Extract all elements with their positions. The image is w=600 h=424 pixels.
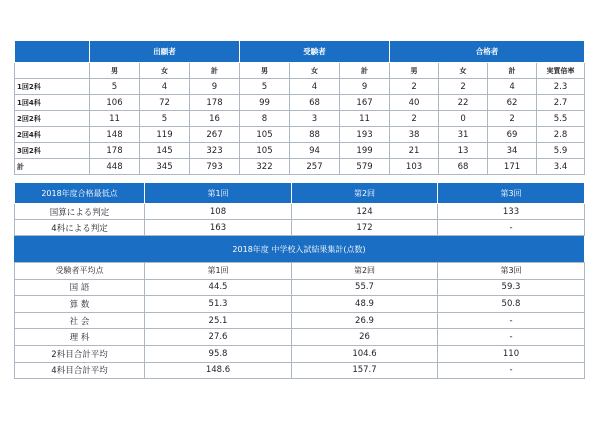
value-cell: 178 [90, 143, 140, 159]
row-label: 2科目合計平均 [15, 345, 145, 362]
subheader-cell: 計 [340, 63, 390, 79]
value-cell: 322 [240, 159, 290, 175]
value-cell: 26 [292, 329, 438, 346]
value-cell: 0 [439, 111, 488, 127]
value-cell: 2 [390, 79, 439, 95]
value-cell: 163 [145, 220, 292, 236]
value-cell: 167 [340, 95, 390, 111]
row-label: 2回2科 [15, 111, 90, 127]
cutoff-scores-body [15, 204, 585, 236]
value-cell: 68 [439, 159, 488, 175]
subheader-cell: 女 [140, 63, 190, 79]
value-cell: 171 [488, 159, 537, 175]
value-cell: 106 [90, 95, 140, 111]
average-scores-body [15, 279, 585, 379]
value-cell: 267 [190, 127, 240, 143]
value-cell: 103 [390, 159, 439, 175]
value-cell: 105 [240, 127, 290, 143]
average-round-header: 第3回 [438, 263, 585, 280]
value-cell: 178 [190, 95, 240, 111]
value-cell: 5 [140, 111, 190, 127]
row-label: 3回2科 [15, 143, 90, 159]
value-cell: 8 [240, 111, 290, 127]
value-cell: 50.8 [438, 296, 585, 313]
average-round-header: 第1回 [145, 263, 292, 280]
value-cell: 105 [240, 143, 290, 159]
average-row [15, 312, 585, 329]
results-row [15, 79, 585, 95]
value-cell: 2.8 [537, 127, 585, 143]
subheader-cell: 女 [439, 63, 488, 79]
value-cell: 25.1 [145, 312, 292, 329]
value-cell: 145 [140, 143, 190, 159]
exam-results-body [15, 79, 585, 175]
value-cell: 9 [190, 79, 240, 95]
value-cell: 157.7 [292, 362, 438, 379]
value-cell: 99 [240, 95, 290, 111]
row-label: 国 語 [15, 279, 145, 296]
value-cell: 59.3 [438, 279, 585, 296]
value-cell: 48.9 [292, 296, 438, 313]
value-cell: 38 [390, 127, 439, 143]
value-cell: 3.4 [537, 159, 585, 175]
value-cell: 5 [90, 79, 140, 95]
value-cell: 16 [190, 111, 240, 127]
row-label: 4科による判定 [15, 220, 145, 236]
row-label: 1回2科 [15, 79, 90, 95]
average-row [15, 345, 585, 362]
value-cell: 68 [290, 95, 340, 111]
value-cell: 148 [90, 127, 140, 143]
average-scores-table [14, 262, 585, 379]
value-cell: 199 [340, 143, 390, 159]
row-label: 社 会 [15, 312, 145, 329]
value-cell: 2 [439, 79, 488, 95]
average-round-header: 第2回 [292, 263, 438, 280]
value-cell: 13 [439, 143, 488, 159]
value-cell: 104.6 [292, 345, 438, 362]
subheader-cell: 男 [390, 63, 439, 79]
cutoff-row [15, 220, 585, 236]
value-cell: 69 [488, 127, 537, 143]
row-label: 計 [15, 159, 90, 175]
row-label: 理 科 [15, 329, 145, 346]
subheader-cell: 女 [290, 63, 340, 79]
value-cell: 4 [488, 79, 537, 95]
group-header-applicants: 出願者 [90, 41, 240, 63]
value-cell: 793 [190, 159, 240, 175]
value-cell: 133 [438, 204, 585, 220]
value-cell: 11 [90, 111, 140, 127]
average-header-label: 受験者平均点 [15, 263, 145, 280]
row-label: 4科目合計平均 [15, 362, 145, 379]
subheader-blank [15, 63, 90, 79]
value-cell: 4 [140, 79, 190, 95]
cutoff-round-header: 第2回 [292, 183, 438, 204]
value-cell: 22 [439, 95, 488, 111]
value-cell: 119 [140, 127, 190, 143]
value-cell: 9 [340, 79, 390, 95]
value-cell: 55.7 [292, 279, 438, 296]
row-label: 1回4科 [15, 95, 90, 111]
average-row [15, 329, 585, 346]
value-cell: 2 [390, 111, 439, 127]
value-cell: 40 [390, 95, 439, 111]
subheader-cell: 男 [240, 63, 290, 79]
value-cell: 124 [292, 204, 438, 220]
cutoff-round-header: 第3回 [438, 183, 585, 204]
cutoff-round-header: 第1回 [145, 183, 292, 204]
value-cell: 4 [290, 79, 340, 95]
value-cell: 44.5 [145, 279, 292, 296]
value-cell: 51.3 [145, 296, 292, 313]
value-cell: 5.9 [537, 143, 585, 159]
value-cell: 193 [340, 127, 390, 143]
value-cell: 62 [488, 95, 537, 111]
value-cell: 27.6 [145, 329, 292, 346]
value-cell: 110 [438, 345, 585, 362]
summary-title-banner: 2018年度 中学校入試結果集計(点数) [14, 236, 584, 262]
cutoff-row [15, 204, 585, 220]
value-cell: 11 [340, 111, 390, 127]
value-cell: 95.8 [145, 345, 292, 362]
cutoff-scores-table [14, 182, 585, 236]
value-cell: 2.3 [537, 79, 585, 95]
value-cell: - [438, 329, 585, 346]
value-cell: 21 [390, 143, 439, 159]
average-row [15, 296, 585, 313]
group-header-passers: 合格者 [390, 41, 585, 63]
value-cell: 579 [340, 159, 390, 175]
value-cell: 345 [140, 159, 190, 175]
value-cell: 2 [488, 111, 537, 127]
value-cell: 5 [240, 79, 290, 95]
value-cell: 72 [140, 95, 190, 111]
results-row [15, 143, 585, 159]
row-label: 2回4科 [15, 127, 90, 143]
value-cell: 94 [290, 143, 340, 159]
row-label: 算 数 [15, 296, 145, 313]
subheader-cell: 実質倍率 [537, 63, 585, 79]
value-cell: 172 [292, 220, 438, 236]
cutoff-title: 2018年度合格最低点 [15, 183, 145, 204]
value-cell: 5.5 [537, 111, 585, 127]
value-cell: - [438, 362, 585, 379]
value-cell: 148.6 [145, 362, 292, 379]
value-cell: 3 [290, 111, 340, 127]
subheader-cell: 計 [488, 63, 537, 79]
value-cell: 26.9 [292, 312, 438, 329]
subheader-cell: 計 [190, 63, 240, 79]
group-header-examinees: 受験者 [240, 41, 390, 63]
value-cell: - [438, 312, 585, 329]
results-row [15, 111, 585, 127]
average-row [15, 279, 585, 296]
corner-cell [15, 41, 90, 63]
value-cell: 88 [290, 127, 340, 143]
value-cell: - [438, 220, 585, 236]
average-row [15, 362, 585, 379]
results-row [15, 127, 585, 143]
value-cell: 2.7 [537, 95, 585, 111]
row-label: 国算による判定 [15, 204, 145, 220]
results-row [15, 95, 585, 111]
value-cell: 448 [90, 159, 140, 175]
subheader-cell: 男 [90, 63, 140, 79]
value-cell: 31 [439, 127, 488, 143]
value-cell: 34 [488, 143, 537, 159]
value-cell: 108 [145, 204, 292, 220]
value-cell: 323 [190, 143, 240, 159]
value-cell: 257 [290, 159, 340, 175]
exam-results-table [14, 40, 585, 175]
results-row [15, 159, 585, 175]
